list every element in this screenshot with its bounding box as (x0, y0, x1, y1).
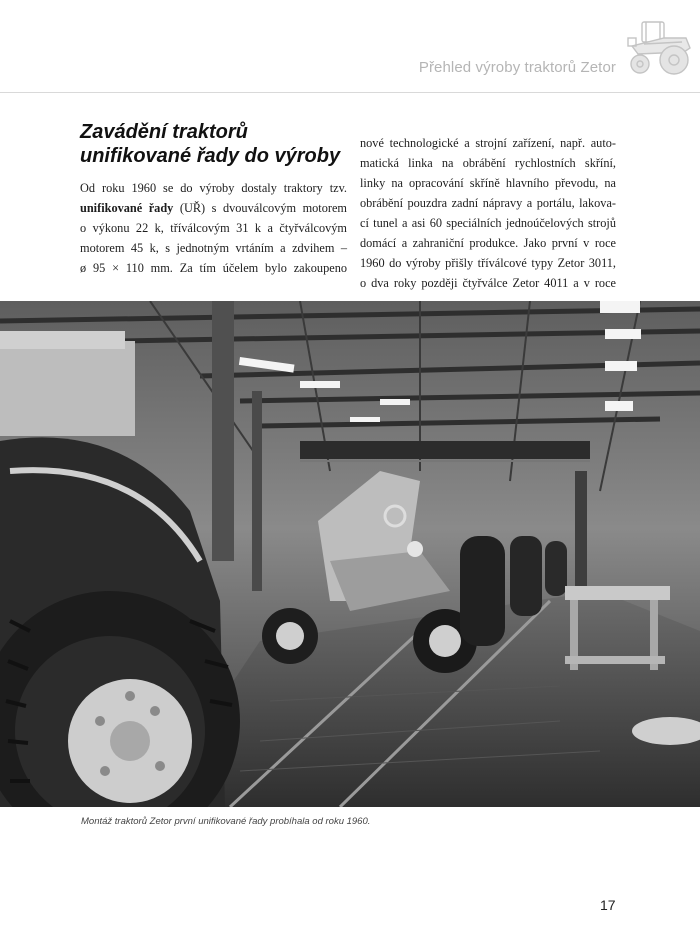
text-line: o dva roky později čtyřválce Zetor 4011 a v roce (360, 276, 616, 290)
text-line: o výkonu 22 k, tříválcovým 31 k a čtyřválcovým (80, 221, 347, 235)
text-line: cí tunel a asi 60 speciálních jednoúčelových strojů (360, 216, 616, 230)
article-heading (80, 120, 350, 168)
text-line: nové technologické a strojní zařízení, např. auto- (360, 136, 616, 150)
text-line (80, 198, 347, 218)
text-line: domácí a zahraniční produkce. Jako první v roce (360, 236, 616, 250)
heading-line: unifikované řady do výroby (80, 145, 341, 167)
photo-caption: Montáž traktorů Zetor první unifikované řady probíhala od roku 1960. (81, 816, 371, 827)
tractor-icon (624, 8, 698, 82)
abbreviation: (UŘ) (179, 201, 206, 215)
left-text-column (80, 178, 347, 278)
factory-assembly-line-photo (0, 301, 700, 807)
text-line: 1960 do výroby přišly tříválcové typy Zetor 3011, (360, 256, 616, 270)
heading-line: Zavádění traktorů (80, 121, 248, 143)
photo-illustration (0, 301, 700, 807)
text-line: obrábění pouzdra zadní nápravy a portálu, lakova- (360, 196, 616, 210)
text-line: matická linka na obrábění rychlostních skříní, (360, 156, 616, 170)
text-fragment: s dvouválcovým motorem (211, 201, 347, 215)
text-line: Od roku 1960 se do výroby dostaly traktory tzv. (80, 181, 347, 195)
running-header-title: Přehled výroby traktorů Zetor (418, 59, 616, 76)
bold-term: unifikované řady (80, 201, 174, 215)
page-number: 17 (600, 897, 616, 913)
text-line: ø 95 × 110 mm. Za tím účelem bylo zakoupeno (80, 261, 347, 275)
right-text-column (360, 133, 616, 293)
text-line: linky na opracování skříně hlavního převodu, na (360, 176, 616, 190)
text-line: motorem 45 k, s jednotným vrtáním a zdvihem – (80, 241, 347, 255)
page-header (0, 0, 700, 93)
